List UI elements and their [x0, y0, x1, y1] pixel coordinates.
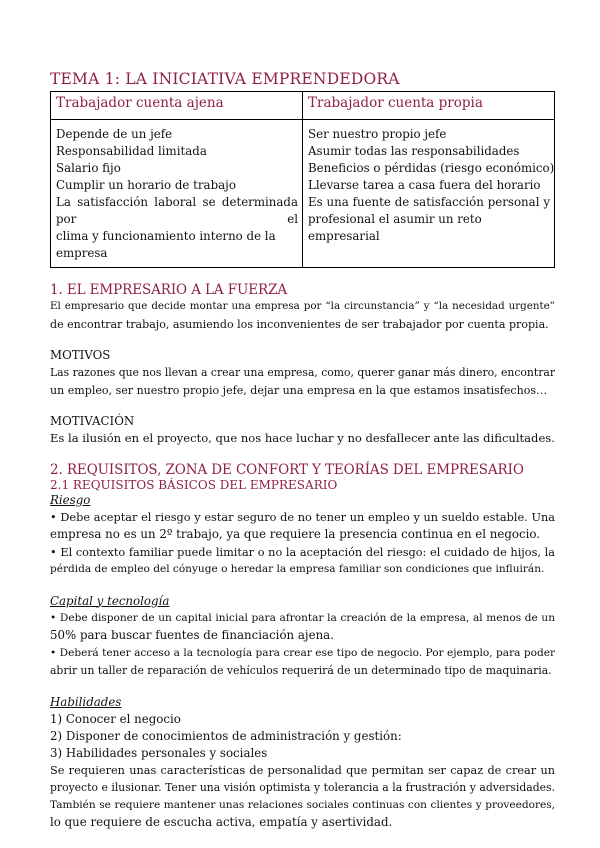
text-line: de encontrar trabajo, asumiendo los inconvenientes de ser trabajador por cuenta propia. — [50, 317, 549, 331]
habilidades-text — [50, 762, 555, 832]
table-item: profesional el asumir un reto empresarial — [308, 212, 482, 243]
cuenta-propia-cell — [303, 120, 555, 268]
table-body-row — [51, 120, 555, 268]
list-item: 2) Disponer de conocimientos de administración y gestión: — [50, 728, 402, 743]
text-line: lo que requiere de escucha activa, empatía y asertividad. — [50, 815, 393, 829]
text-line: • Debe aceptar el riesgo y estar seguro de no tener un empleo y un sueldo estable. Una — [50, 510, 555, 524]
table-item: Responsabilidad limitada — [56, 144, 207, 158]
motivacion-label: MOTIVACIÓN — [50, 414, 135, 428]
table-item: Es una fuente de satisfacción personal y — [308, 195, 550, 209]
text-line: un empleo, ser nuestro propio jefe, dejar una empresa en la que estamos insatisfechos… — [50, 383, 548, 397]
table-item: Salario fijo — [56, 161, 121, 175]
capital-text — [50, 610, 555, 680]
text-line: • Deberá tener acceso a la tecnología para crear ese tipo de negocio. Por ejemplo, para poder — [50, 646, 555, 659]
table-item: Beneficios o pérdidas (riesgo económico) — [308, 161, 555, 175]
section1-heading: 1. EL EMPRESARIO A LA FUERZA — [50, 282, 288, 298]
text-line: El empresario que decide montar una empresa por “la circunstancia” y “la necesidad urgente” — [50, 300, 555, 312]
column-header-cuenta-propia: Trabajador cuenta propia — [303, 92, 555, 120]
text-line: • El contexto familiar puede limitar o no la aceptación del riesgo: el cuidado de hijos, la — [50, 545, 555, 559]
column-header-cuenta-ajena: Trabajador cuenta ajena — [51, 92, 303, 120]
list-item: 1) Conocer el negocio — [50, 711, 181, 726]
text-line: empresa no es un 2º trabajo, ya que requiere la presencia continua en el negocio. — [50, 527, 541, 541]
section2-heading: 2. REQUISITOS, ZONA DE CONFORT Y TEORÍAS DEL EMPRESARIO — [50, 461, 524, 478]
text-line: 50% para buscar fuentes de financiación ajena. — [50, 628, 334, 642]
table-item: Llevarse tarea a casa fuera del horario — [308, 178, 541, 192]
text-line: proyecto e ilusionar. Tener una visión optimista y tolerancia a la frustración y adversidades. — [50, 781, 555, 794]
habilidades-label: Habilidades — [50, 694, 122, 709]
cuenta-ajena-cell — [51, 120, 303, 268]
riesgo-label: Riesgo — [50, 492, 91, 507]
document-page — [50, 70, 555, 832]
riesgo-text — [50, 509, 555, 579]
section1-intro — [50, 298, 555, 333]
table-item: La satisfacción laboral se determinada por el — [56, 195, 298, 226]
table-item: Cumplir un horario de trabajo — [56, 178, 236, 192]
text-line: pérdida de empleo del cónyuge o heredar la empresa familiar son condiciones que influirán. — [50, 563, 545, 575]
table-item: Depende de un jefe — [56, 127, 173, 141]
table-item: Asumir todas las responsabilidades — [308, 144, 520, 158]
motivacion-text — [50, 430, 555, 448]
text-line: Las razones que nos llevan a crear una empresa, como, querer ganar más dinero, encontrar — [50, 366, 555, 379]
table-item: clima y funcionamiento interno de la empresa — [56, 229, 276, 260]
motivos-text — [50, 364, 555, 399]
text-line: • Debe disponer de un capital inicial para afrontar la creación de la empresa, al menos de un — [50, 611, 555, 624]
capital-label: Capital y tecnología — [50, 593, 170, 608]
section2-subheading: 2.1 REQUISITOS BÁSICOS DEL EMPRESARIO — [50, 477, 338, 492]
list-item: 3) Habilidades personales y sociales — [50, 745, 268, 760]
table-item: Ser nuestro propio jefe — [308, 127, 447, 141]
table-header-row — [51, 92, 555, 120]
text-line: Se requieren unas características de personalidad que permitan ser capaz de crear un — [50, 763, 555, 777]
text-line: Es la ilusión en el proyecto, que nos hace luchar y no desfallecer ante las dificultades. — [50, 431, 555, 445]
text-line: También se requiere mantener unas relaciones sociales continuas con clientes y proveedores, — [50, 798, 555, 811]
document-title: TEMA 1: LA INICIATIVA EMPRENDEDORA — [50, 70, 400, 88]
comparison-table — [50, 91, 555, 268]
text-line: abrir un taller de reparación de vehículos requerirá de un determinado tipo de maquinaria. — [50, 664, 552, 677]
motivos-label: MOTIVOS — [50, 348, 111, 362]
